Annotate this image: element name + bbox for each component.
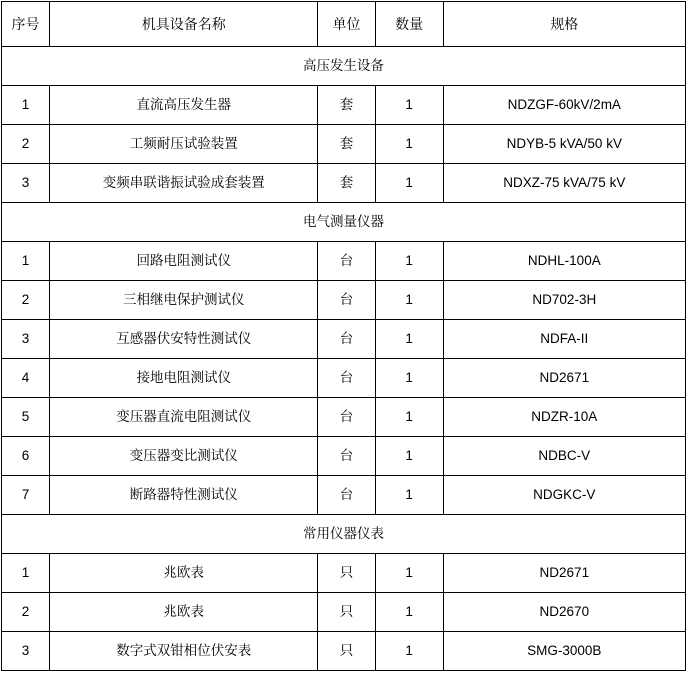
cell-unit: 台 [318,281,375,320]
cell-quantity: 1 [375,398,443,437]
cell-name: 回路电阻测试仪 [50,242,318,281]
table-section-row [2,515,686,554]
cell-name: 三相继电保护测试仪 [50,281,318,320]
cell-name: 兆欧表 [50,593,318,632]
cell-quantity: 1 [375,125,443,164]
table-row [2,437,686,476]
cell-quantity: 1 [375,632,443,671]
table-row [2,164,686,203]
table-row [2,281,686,320]
cell-unit: 只 [318,554,375,593]
table-row [2,554,686,593]
cell-quantity: 1 [375,554,443,593]
cell-spec: SMG-3000B [443,632,685,671]
cell-spec: ND2671 [443,554,685,593]
cell-unit: 台 [318,359,375,398]
cell-unit: 套 [318,86,375,125]
cell-quantity: 1 [375,320,443,359]
cell-spec: ND2671 [443,359,685,398]
cell-spec: NDZR-10A [443,398,685,437]
cell-spec: NDHL-100A [443,242,685,281]
table-row [2,398,686,437]
cell-name: 变压器变比测试仪 [50,437,318,476]
table-section-row [2,47,686,86]
cell-unit: 台 [318,398,375,437]
table-body [2,47,686,671]
cell-name: 数字式双钳相位伏安表 [50,632,318,671]
cell-name: 兆欧表 [50,554,318,593]
column-header-unit: 单位 [318,2,375,47]
cell-index: 2 [2,593,50,632]
table-row [2,86,686,125]
cell-index: 2 [2,125,50,164]
cell-unit: 台 [318,437,375,476]
table-row [2,593,686,632]
table-row [2,242,686,281]
cell-spec: NDBC-V [443,437,685,476]
cell-quantity: 1 [375,242,443,281]
cell-index: 1 [2,86,50,125]
cell-quantity: 1 [375,359,443,398]
table-row [2,125,686,164]
cell-name: 变频串联谐振试验成套装置 [50,164,318,203]
cell-name: 接地电阻测试仪 [50,359,318,398]
cell-unit: 只 [318,593,375,632]
cell-name: 断路器特性测试仪 [50,476,318,515]
column-header-spec: 规格 [443,2,685,47]
cell-index: 6 [2,437,50,476]
section-header-label: 常用仪器仪表 [2,515,686,554]
cell-spec: NDXZ-75 kVA/75 kV [443,164,685,203]
cell-quantity: 1 [375,281,443,320]
table-header-row [2,2,686,47]
section-header-label: 电气测量仪器 [2,203,686,242]
cell-spec: ND702-3H [443,281,685,320]
column-header-index: 序号 [2,2,50,47]
cell-unit: 套 [318,164,375,203]
cell-quantity: 1 [375,476,443,515]
cell-quantity: 1 [375,593,443,632]
table-row [2,476,686,515]
cell-quantity: 1 [375,437,443,476]
cell-index: 2 [2,281,50,320]
cell-index: 3 [2,320,50,359]
cell-name: 直流高压发生器 [50,86,318,125]
cell-spec: ND2670 [443,593,685,632]
cell-spec: NDGKC-V [443,476,685,515]
cell-spec: NDZGF-60kV/2mA [443,86,685,125]
cell-quantity: 1 [375,86,443,125]
cell-unit: 只 [318,632,375,671]
section-header-label: 高压发生设备 [2,47,686,86]
cell-unit: 台 [318,242,375,281]
table-row [2,632,686,671]
table-header [2,2,686,47]
cell-index: 3 [2,164,50,203]
equipment-table [1,1,686,671]
cell-name: 变压器直流电阻测试仪 [50,398,318,437]
cell-spec: NDFA-II [443,320,685,359]
cell-index: 7 [2,476,50,515]
cell-spec: NDYB-5 kVA/50 kV [443,125,685,164]
cell-quantity: 1 [375,164,443,203]
cell-name: 工频耐压试验装置 [50,125,318,164]
table-section-row [2,203,686,242]
column-header-name: 机具设备名称 [50,2,318,47]
cell-unit: 台 [318,320,375,359]
cell-index: 3 [2,632,50,671]
table-row [2,320,686,359]
table-row [2,359,686,398]
cell-unit: 套 [318,125,375,164]
cell-index: 4 [2,359,50,398]
cell-index: 1 [2,242,50,281]
cell-index: 1 [2,554,50,593]
cell-name: 互感器伏安特性测试仪 [50,320,318,359]
cell-unit: 台 [318,476,375,515]
cell-index: 5 [2,398,50,437]
column-header-quantity: 数量 [375,2,443,47]
